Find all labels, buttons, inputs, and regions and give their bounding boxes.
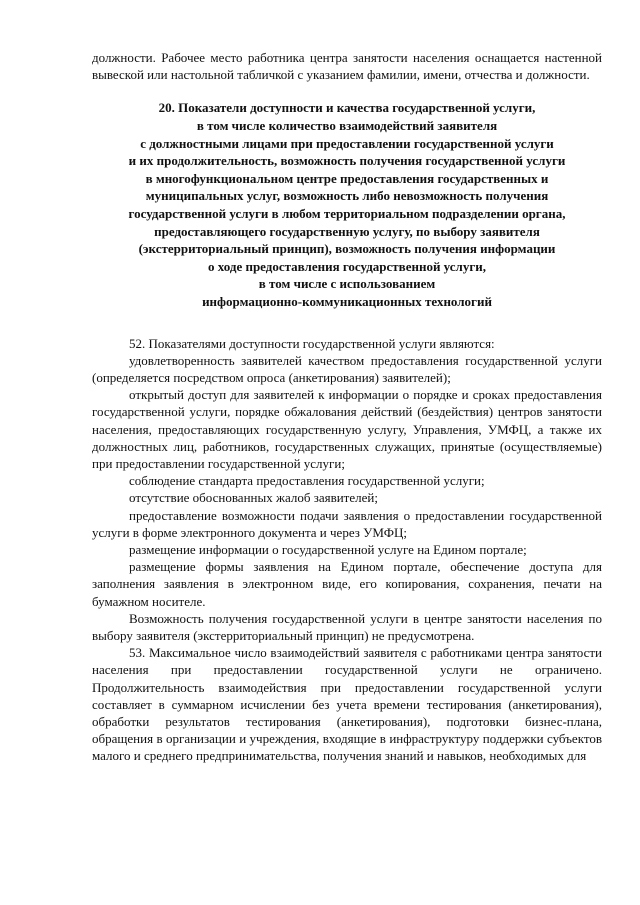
heading-line: о ходе предоставления государственной услуги, <box>207 258 486 274</box>
heading-line: в многофункциональном центре предоставления государственных и <box>145 170 549 186</box>
continuation-paragraph: должности. Рабочее место работника центра занятости населения оснащается настенной вывеской или настольной табличкой с указанием фамилии, имени, отчества и должности. <box>92 50 602 83</box>
heading-line: в том числе с использованием <box>258 276 436 292</box>
heading-line: государственной услуги в любом территориальном подразделении органа, <box>128 205 566 221</box>
paragraph: 53. Максимальное число взаимодействий заявителя с работниками центра занятости населения при предоставлении государственной услуги не ограничено. Продолжительность взаимодействия при предоставлении государственной услуги составляет в суммарном исчислении без учета времени тестирования (анкетирования), обработки результатов тестирования (анкетирования), подготовки бизнес-плана, обращения в организации и учреждения, входящие в инфраструктуру поддержки субъектов малого и среднего предпринимательства, получения знаний и навыков, необходимых для <box>92 645 602 764</box>
section-heading <box>92 99 602 310</box>
paragraph: Возможность получения государственной услуги в центре занятости населения по выбору заявителя (экстерриториальный принцип) не предусмотрена. <box>92 610 602 643</box>
paragraph: размещение формы заявления на Едином портале, обеспечение доступа для заполнения заявления в электронном виде, его копирования, сохранения, печати на бумажном носителе. <box>92 559 602 609</box>
heading-line: и их продолжительность, возможность получения государственной услуги <box>128 153 566 169</box>
heading-line: предоставляющего государственную услугу, по выбору заявителя <box>154 223 540 239</box>
paragraph: соблюдение стандарта предоставления государственной услуги; <box>129 473 485 489</box>
heading-line: информационно-коммуникационных технологий <box>202 293 492 309</box>
heading-line: в том числе количество взаимодействий заявителя <box>196 118 498 133</box>
heading-line: 20. Показатели доступности и качества государственной услуги, <box>158 100 536 116</box>
paragraph: 52. Показателями доступности государственной услуги являются: <box>129 335 495 351</box>
heading-line: с должностными лицами при предоставлении государственной услуги <box>140 135 554 151</box>
paragraph: предоставление возможности подачи заявления о предоставлении государственной услуги в форме электронного документа и через УМФЦ; <box>92 507 602 540</box>
paragraph: удовлетворенность заявителей качеством предоставления государственной услуги (определяется посредством опроса (анкетирования) заявителей); <box>92 352 602 385</box>
heading-line: (экстерриториальный принцип), возможность получения информации <box>138 241 556 257</box>
paragraph: открытый доступ для заявителей к информации о порядке и сроках предоставления государственной услуги, порядке обжалования действий (бездействия) центров занятости населения, предоставляющих государственную услугу, Управления, УМФЦ, а также их должностных лиц, работников, государственных служащих, принятые (осуществляемые) при предоставлении государственной услуги; <box>92 387 602 471</box>
paragraph: отсутствие обоснованных жалоб заявителей; <box>129 490 378 506</box>
heading-line: муниципальных услуг, возможность либо невозможность получения <box>145 188 549 204</box>
paragraph: размещение информации о государственной услуге на Едином портале; <box>129 541 527 557</box>
